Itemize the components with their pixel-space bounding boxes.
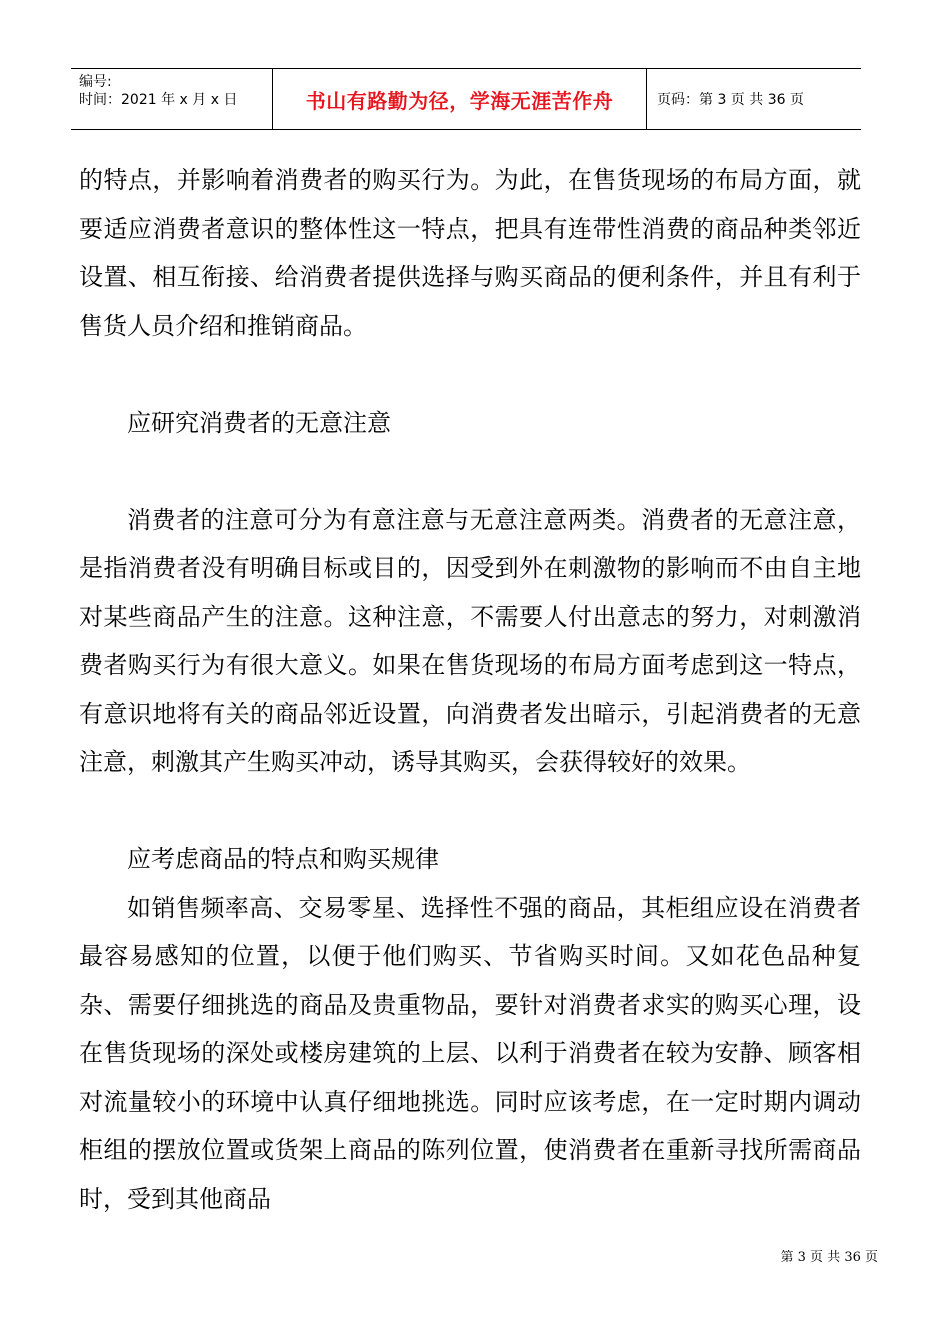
header-motto: 书山有路勤为径，学海无涯苦作舟: [273, 69, 647, 129]
section-heading: 应研究消费者的无意注意: [127, 408, 391, 437]
header-meta: [71, 69, 273, 129]
number-label: 编号:: [79, 74, 112, 90]
paragraph: 消费者的注意可分为有意注意与无意注意两类。消费者的无意注意，是指消费者没有明确目标或目的，因受到外在刺激物的影响而不由自主地对某些商品产生的注意。这种注意，不需要人付出意志的努力，对刺激消费者购买行为有很大意义。如果在售货现场的布局方面考虑到这一特点，有意识地将有关的商品邻近设置，向消费者发出暗示，引起消费者的无意注意，刺激其产生购买冲动，诱导其购买，会获得较好的效果。: [79, 505, 861, 776]
header-page-info: 页码：第 3 页 共 36 页: [657, 92, 804, 108]
paragraph-continued: 的特点，并影响着消费者的购买行为。为此，在售货现场的布局方面，就要适应消费者意识的整体性这一特点，把具有连带性消费的商品种类邻近设置、相互衔接、给消费者提供选择与购买商品的便利条件，并且有利于售货人员介绍和推销商品。: [79, 166, 861, 340]
document-body: [79, 156, 861, 1223]
section-heading: 应考虑商品的特点和购买规律: [127, 845, 439, 873]
paragraph: 如销售频率高、交易零星、选择性不强的商品，其柜组应设在消费者最容易感知的位置，以便于他们购买、节省购买时间。又如花色品种复杂、需要仔细挑选的商品及贵重物品，要针对消费者求实的购买心理，设在售货现场的深处或楼房建筑的上层、以利于消费者在较为安静、顾客相对流量较小的环境中认真仔细地挑选。同时应该考虑，在一定时期内调动柜组的摆放位置或货架上商品的陈列位置，使消费者在重新寻找所需商品时，受到其他商品: [79, 893, 861, 1213]
page-footer: 第 3 页 共 36 页: [780, 1250, 878, 1265]
page-header: [71, 68, 861, 130]
time-label: 时间：2021 年 x 月 x 日: [79, 92, 238, 108]
